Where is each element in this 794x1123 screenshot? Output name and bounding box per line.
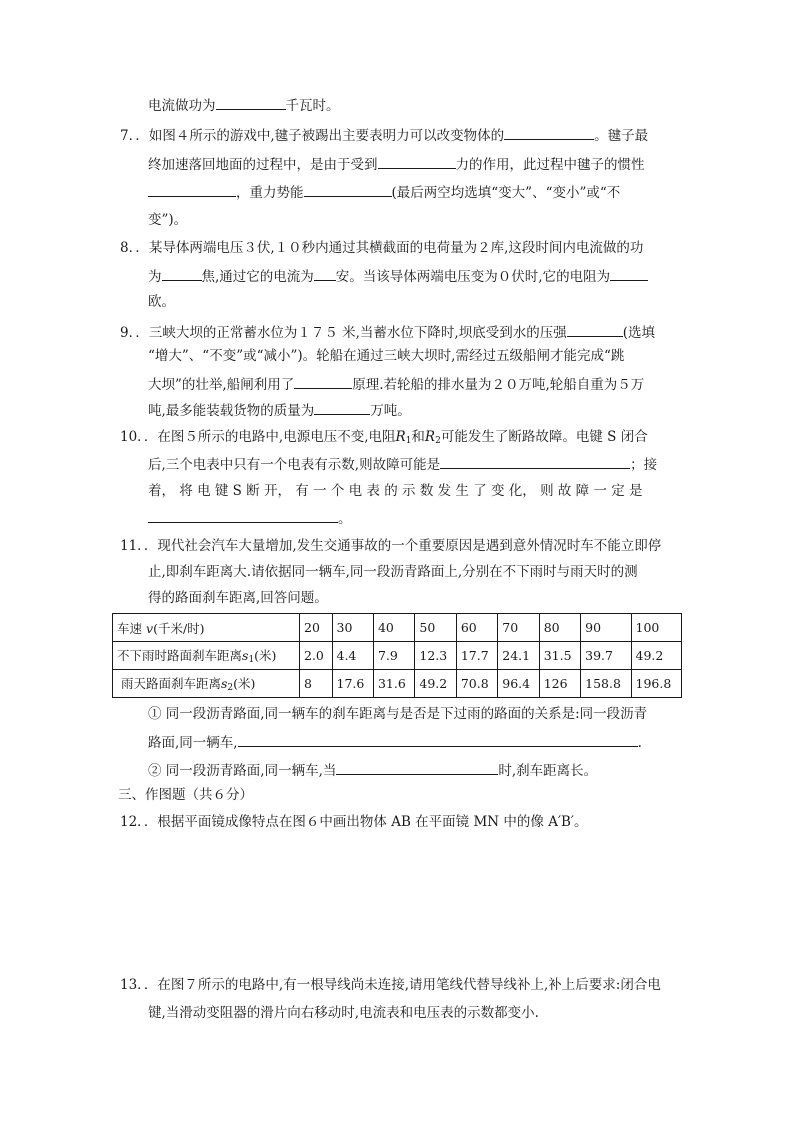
resistor-r1-symbol: R <box>395 429 406 445</box>
answer-blank[interactable] <box>304 182 392 197</box>
rain-distance-cell: 96.4 <box>498 670 539 698</box>
section-title: 三、作图题（共６分） <box>118 787 253 803</box>
q10-text: 可能发生了断路故障。电键 S 闭合 <box>440 429 648 445</box>
q9-text: (选填 <box>622 325 655 341</box>
q12-line-1: 12．．根据平面镜成像特点在图６中画出物体 AB 在平面镜 MN 中的像 A′B′。 <box>120 814 588 830</box>
resistor-r2-symbol: R <box>424 429 436 445</box>
rain-distance-cell: 8 <box>300 670 333 698</box>
answer-blank[interactable] <box>294 374 352 389</box>
answer-blank[interactable] <box>238 732 638 747</box>
rain-distance-cell: 17.6 <box>332 670 373 698</box>
dry-distance-cell: 31.5 <box>539 642 580 670</box>
dry-distance-cell: 49.2 <box>631 642 681 670</box>
q13-line-1: 13．．在图７所示的电路中,有一根导线尚未连接,请用笔线代替导线补上,补上后要求:闭合电 <box>120 977 661 993</box>
table-row-speed <box>113 614 682 642</box>
answer-blank[interactable] <box>378 154 456 169</box>
table-row-dry <box>113 642 682 670</box>
q7-text: 终加速落回地面的过程中，是由于受到 <box>148 157 378 173</box>
q7-line-3 <box>148 182 620 202</box>
q7-text: 7．．如图４所示的游戏中,毽子被踢出主要表明力可以改变物体的 <box>120 128 505 144</box>
q7-text: 。毽子最 <box>594 128 649 144</box>
answer-blank[interactable] <box>504 125 594 140</box>
q7-text: 力的作用，此过程中毽子的惯性 <box>455 157 645 173</box>
rain-distance-cell: 49.2 <box>415 670 456 698</box>
q11-sub2-line <box>148 760 597 780</box>
q8-line-3: 欧。 <box>148 294 175 310</box>
q11-line-3: 得的路面刹车距离,回答问题。 <box>148 590 328 606</box>
speed-cell: 70 <box>498 614 539 642</box>
q11-text: 时,刹车距离长。 <box>498 763 598 779</box>
rain-distance-cell: 196.8 <box>631 670 681 698</box>
q11-line-1: 11．．现代社会汽车大量增加,发生交通事故的一个重要原因是遇到意外情况时车不能立即停 <box>120 538 662 554</box>
rain-distance-cell: 158.8 <box>581 670 631 698</box>
rain-distance-cell: 31.6 <box>373 670 414 698</box>
rain-distance-cell: 126 <box>539 670 580 698</box>
q6-text: 电流做功为 <box>148 98 216 114</box>
dry-distance-cell: 2.0 <box>300 642 333 670</box>
q10-line-3: 着， 将 电 键 S 断 开， 有 一 个 电 表 的 示 数 发 生 了 变 化， 则 故 障 一 定 是 <box>148 483 643 499</box>
answer-blank[interactable] <box>162 266 202 281</box>
speed-cell: 40 <box>373 614 414 642</box>
answer-blank[interactable] <box>336 760 498 775</box>
q10-line-2 <box>148 454 657 474</box>
q8-text: 焦,通过它的电流为 <box>201 269 314 285</box>
dry-distance-cell: 17.7 <box>456 642 497 670</box>
q6-text: 千瓦时。 <box>285 98 340 114</box>
q8-line-2 <box>148 266 648 286</box>
row-label: 雨天路面刹车距离$s_2$(米) <box>113 670 300 698</box>
q9-line-1 <box>120 322 655 342</box>
q10-line-1 <box>120 428 648 450</box>
q9-line-3 <box>148 374 644 394</box>
q8-text: 安。当该导体两端电压变为０伏时,它的电阻为 <box>335 269 611 285</box>
q7-line-2 <box>148 154 645 174</box>
dry-distance-cell: 24.1 <box>498 642 539 670</box>
q11-sub1-line-2 <box>148 732 642 752</box>
braking-distance-table <box>112 613 682 698</box>
speed-cell: 100 <box>631 614 681 642</box>
q11-text: . <box>637 735 642 751</box>
q9-line-2: “增大”、“不变”或“减小”)。轮船在通过三峡大坝时,需经过五级船闸才能完成“跳 <box>148 348 625 364</box>
q7-text: (最后两空均选填“变大”、“变小”或“不 <box>391 185 621 201</box>
resistor-r1-subscript: 1 <box>405 436 412 446</box>
row-label: 车速 v(千米/时) <box>113 614 300 642</box>
q8-text: 为 <box>148 269 162 285</box>
speed-cell: 90 <box>581 614 631 642</box>
dry-distance-cell: 39.7 <box>581 642 631 670</box>
q7-line-4: 变”)。 <box>148 212 188 228</box>
table-row-rain <box>113 670 682 698</box>
q10-text: 和 <box>411 429 425 445</box>
q11-text: 路面,同一辆车, <box>148 735 238 751</box>
q10-text: 。 <box>338 511 352 527</box>
answer-blank[interactable] <box>314 266 336 281</box>
q11-line-2: 止,即刹车距离大.请依据同一辆车,同一段沥青路面上,分别在不下雨时与雨天时的测 <box>148 564 638 580</box>
speed-cell: 80 <box>539 614 580 642</box>
rain-distance-cell: 70.8 <box>456 670 497 698</box>
resistor-r2-subscript: 2 <box>435 436 441 446</box>
speed-cell: 50 <box>415 614 456 642</box>
q6-tail-line <box>148 95 340 115</box>
answer-blank[interactable] <box>440 454 630 469</box>
q10-text: 10．．在图５所示的电路中,电源电压不变,电阻 <box>120 429 396 445</box>
answer-blank[interactable] <box>314 400 370 415</box>
dry-distance-cell: 4.4 <box>332 642 373 670</box>
q11-text: ② 同一段沥青路面,同一辆车,当 <box>148 763 337 779</box>
answer-blank[interactable] <box>610 266 648 281</box>
row-label: 不下雨时路面刹车距离$s_1$(米) <box>113 642 300 670</box>
q10-line-4 <box>148 508 352 528</box>
q7-text: ，重力势能 <box>236 185 304 201</box>
answer-blank[interactable] <box>148 182 236 197</box>
answer-blank[interactable] <box>567 322 623 337</box>
q9-text: 万吨。 <box>370 403 411 419</box>
answer-blank[interactable] <box>148 508 338 523</box>
q9-line-4 <box>148 400 411 420</box>
q13-line-2: 键,当滑动变阻器的滑片向右移动时,电流表和电压表的示数都变小. <box>148 1005 539 1021</box>
q9-text: 原理.若轮船的排水量为２０万吨,轮船自重为５万 <box>352 377 645 393</box>
q9-text: 吨,最多能装载货物的质量为 <box>148 403 315 419</box>
speed-cell: 20 <box>300 614 333 642</box>
speed-cell: 60 <box>456 614 497 642</box>
q9-text: 大坝”的壮举,船闸利用了 <box>148 377 295 393</box>
speed-cell: 30 <box>332 614 373 642</box>
dry-distance-cell: 12.3 <box>415 642 456 670</box>
q11-sub1-line-1: ① 同一段沥青路面,同一辆车的刹车距离与是否是下过雨的路面的关系是:同一段沥青 <box>148 706 648 722</box>
q7-line-1 <box>120 125 648 145</box>
q9-text: 9．．三峡大坝的正常蓄水位为１７５ 米,当蓄水位下降时,坝底受到水的压强 <box>120 325 567 341</box>
answer-blank[interactable] <box>216 95 286 110</box>
q10-text: ；接 <box>630 457 658 473</box>
q10-text: 后,三个电表中只有一个电表有示数,则故障可能是 <box>148 457 441 473</box>
dry-distance-cell: 7.9 <box>373 642 414 670</box>
q8-line-1: 8．．某导体两端电压３伏,１０秒内通过其横截面的电荷量为２库,这段时间内电流做的功 <box>120 240 644 256</box>
